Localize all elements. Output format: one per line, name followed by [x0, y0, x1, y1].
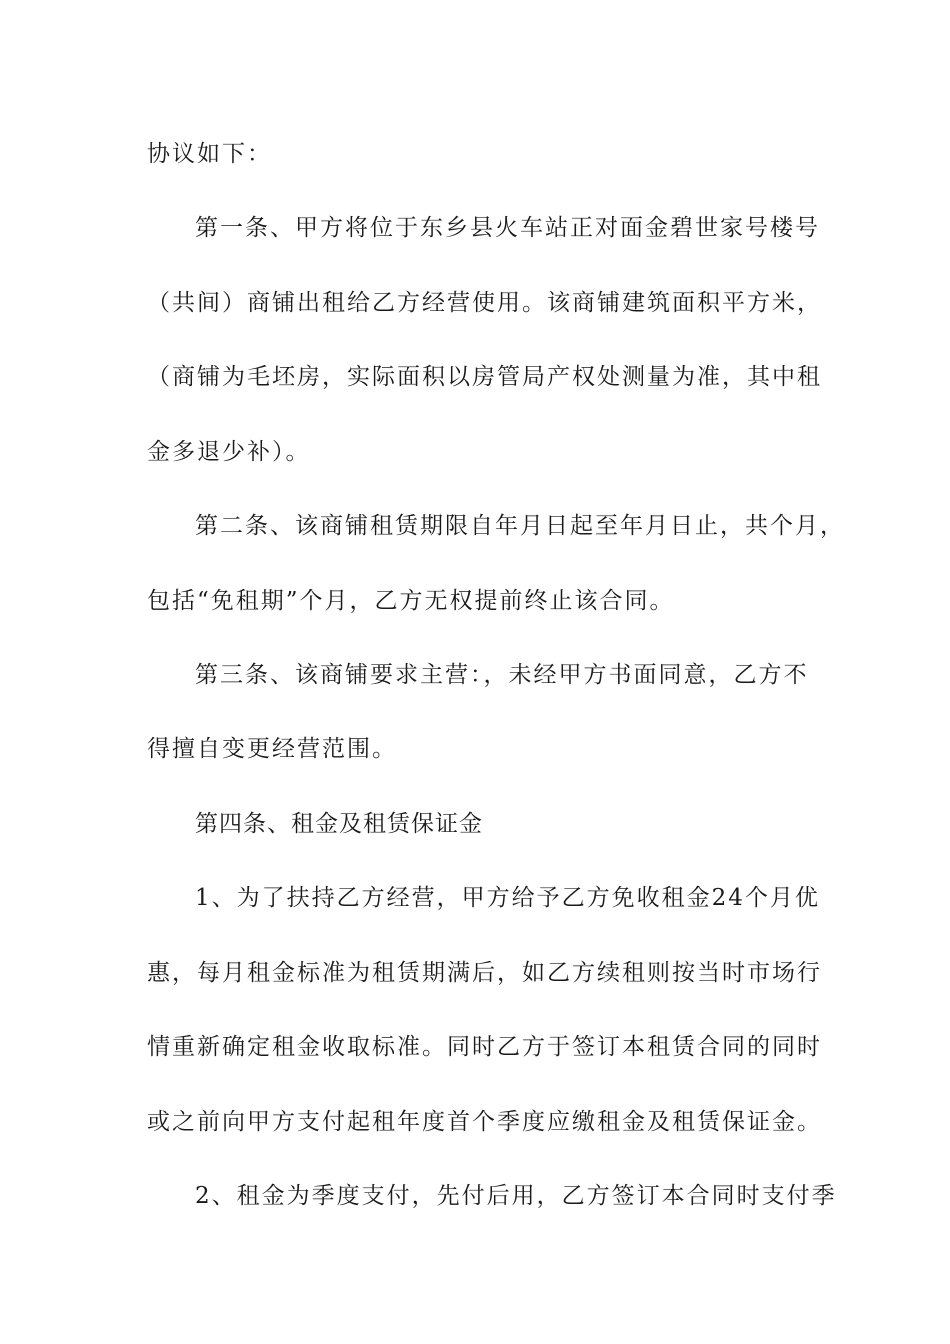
article-4-item-1-line-2: 惠，每月租金标准为租赁期满后，如乙方续租则按当时市场行 [147, 960, 822, 986]
article-4-item-2-line-1: 2、租金为季度支付，先付后用，乙方签订本合同时支付季 [195, 1183, 837, 1209]
article-1-line-1: 第一条、甲方将位于东乡县火车站正对面金碧世家号楼号 [195, 215, 820, 241]
article-4-item-1-line-1: 1、为了扶持乙方经营，甲方给予乙方免收租金24个月优 [195, 885, 820, 911]
article-1-line-3: （商铺为毛坯房，实际面积以房管局产权处测量为准，其中租 [147, 364, 822, 390]
article-3-line-2: 得擅自变更经营范围。 [147, 736, 397, 762]
text-line-intro: 协议如下： [147, 141, 272, 167]
article-2-line-2: 包括“免租期”个月，乙方无权提前终止该合同。 [147, 588, 675, 614]
article-4-heading: 第四条、租金及租赁保证金 [195, 811, 483, 837]
article-4-item-1-line-4: 或之前向甲方支付起租年度首个季度应缴租金及租赁保证金。 [147, 1109, 822, 1135]
article-1-line-4: 金多退少补）。 [147, 439, 311, 465]
article-4-item-1-line-3: 情重新确定租金收取标准。同时乙方于签订本租赁合同的同时 [147, 1034, 822, 1060]
article-2-line-1: 第二条、该商铺租赁期限自年月日起至年月日止，共个月， [195, 513, 845, 539]
article-1-line-2: （共间）商铺出租给乙方经营使用。该商铺建筑面积平方米， [147, 290, 822, 316]
article-3-line-1: 第三条、该商铺要求主营：，未经甲方书面同意，乙方不 [195, 662, 809, 688]
